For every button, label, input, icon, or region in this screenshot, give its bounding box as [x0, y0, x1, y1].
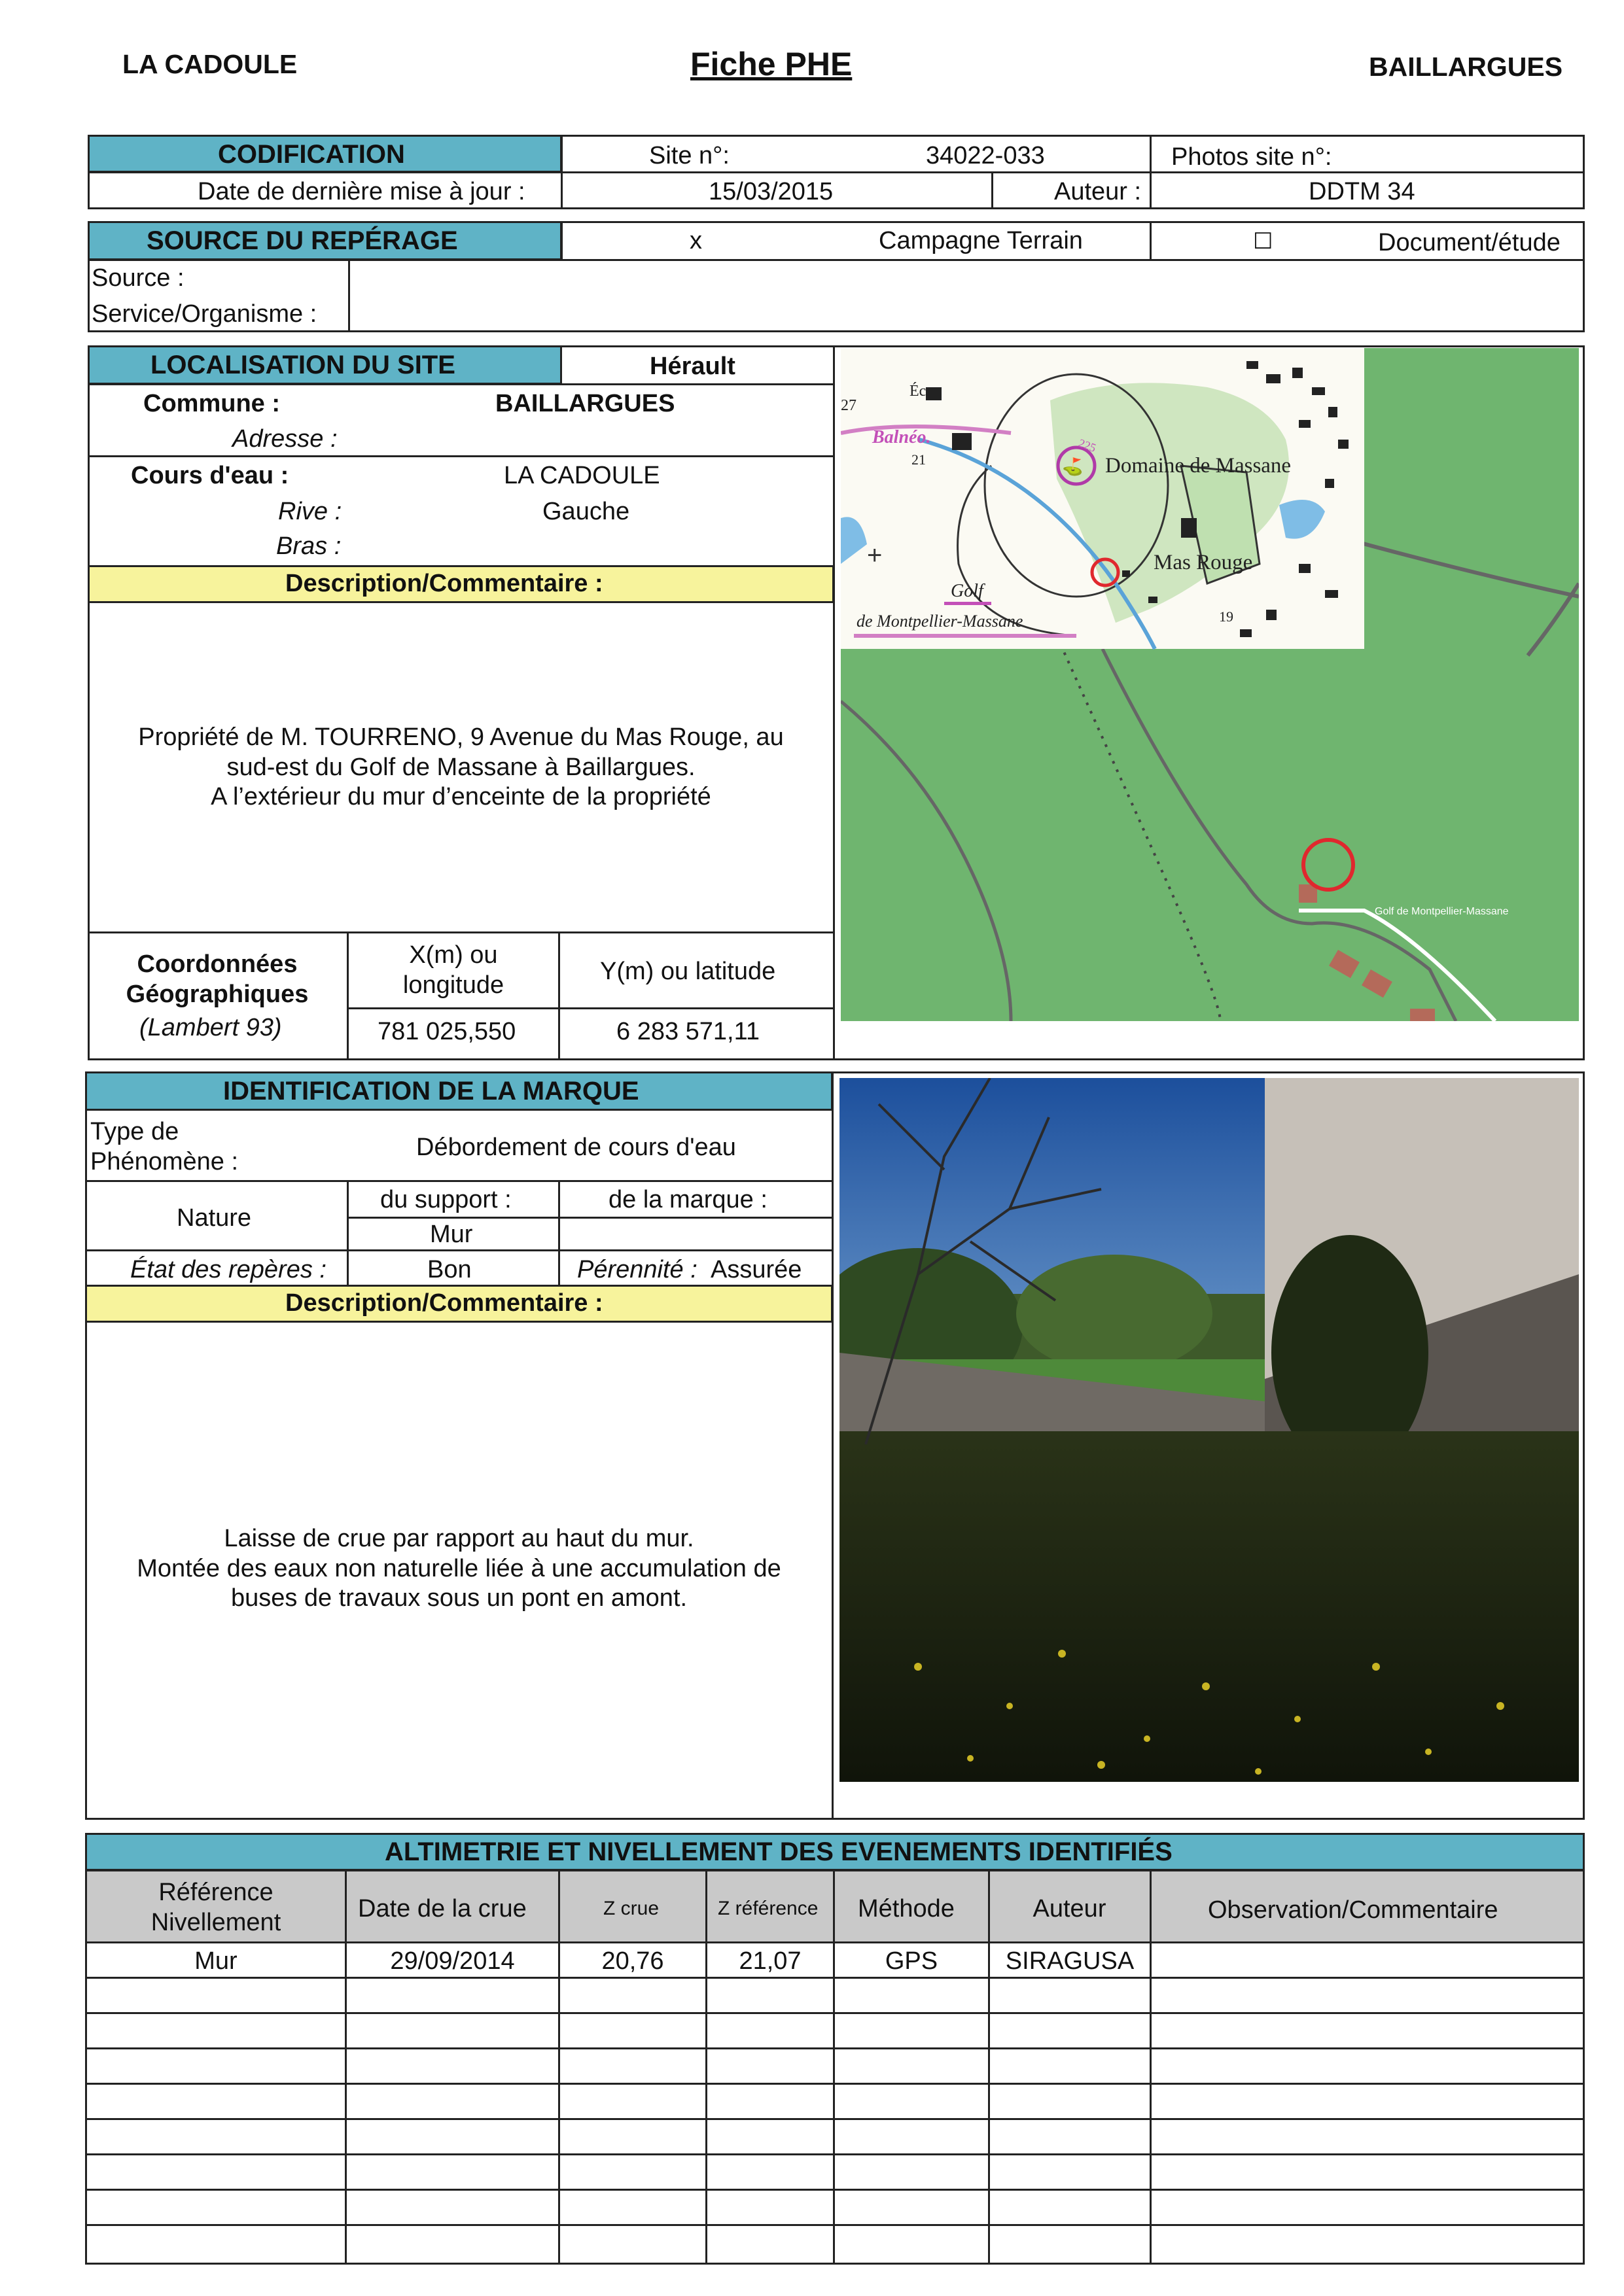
- localisation-title: LOCALISATION DU SITE: [150, 351, 455, 379]
- coordinates-label-line: Coordonnées: [137, 950, 298, 978]
- document-etude-label: Document/étude: [1378, 229, 1561, 256]
- identification-desc-line: buses de travaux sous un pont en amont.: [230, 1584, 688, 1612]
- x-coordinate-value: 781 025,550: [378, 1018, 516, 1045]
- etat-reperes-label: État des repères :: [130, 1256, 327, 1283]
- col-z-crue: Z crue: [603, 1898, 660, 1919]
- map-label-balneo: Balnéo.: [872, 427, 931, 447]
- map-label-golf: Golf: [951, 581, 983, 601]
- header-right: BAILLARGUES: [1369, 52, 1563, 82]
- photos-site-label: Photos site n°:: [1171, 143, 1332, 171]
- row-z-crue: 20,76: [601, 1947, 664, 1975]
- x-coordinate-header: [349, 941, 558, 1000]
- site-number-label: Site n°:: [649, 142, 730, 169]
- localisation-desc-line: sud-est du Golf de Massane à Baillargues.: [226, 753, 696, 781]
- last-update-value: 15/03/2015: [709, 178, 834, 205]
- map-label-21: 21: [911, 451, 926, 468]
- row-date: 29/09/2014: [390, 1947, 515, 1975]
- golf-underline: [944, 602, 991, 605]
- support-label: du support :: [380, 1186, 512, 1213]
- type-label-line: Type de: [90, 1118, 179, 1145]
- site-photo: [839, 1078, 1579, 1782]
- service-organisme-label: Service/Organisme :: [92, 300, 317, 328]
- localisation-desc-line: Propriété de M. TOURRENO, 9 Avenue du Mas Rouge, au: [138, 723, 784, 751]
- identification-description: [85, 1524, 833, 1614]
- author-label: Auteur :: [1054, 178, 1142, 205]
- document-checkbox: ☐: [1253, 229, 1273, 254]
- adresse-label: Adresse :: [232, 425, 338, 453]
- source-title: SOURCE DU REPÉRAGE: [147, 226, 458, 255]
- topo-inset: [841, 348, 1364, 649]
- terrain-checkmark: x: [690, 227, 702, 254]
- coordinates-label: [88, 950, 347, 1009]
- header-left: LA CADOULE: [122, 49, 298, 79]
- map-graphic: [841, 348, 1579, 1021]
- localisation-description: [88, 723, 834, 812]
- x-header-line: longitude: [402, 971, 504, 999]
- row-z-reference: 21,07: [739, 1947, 802, 1975]
- marque-label: de la marque :: [609, 1186, 768, 1213]
- small-golf-label: Golf de Montpellier-Massane: [1375, 906, 1509, 917]
- photo-graphic: [839, 1078, 1579, 1782]
- page-title: Fiche PHE: [690, 46, 853, 82]
- building-shape: [1410, 1009, 1435, 1021]
- nature-label: Nature: [177, 1204, 252, 1232]
- type-phenomene-label: [90, 1117, 238, 1177]
- last-update-label: Date de dernière mise à jour :: [198, 178, 525, 205]
- map-label-ec: Éc.: [909, 383, 930, 400]
- commune-label: Commune :: [143, 390, 280, 417]
- campagne-terrain-label: Campagne Terrain: [879, 227, 1083, 254]
- row-reference: Mur: [194, 1947, 238, 1975]
- perennite-label: Pérennité :: [577, 1256, 697, 1283]
- map-label-masrouge: Mas Rouge: [1154, 551, 1253, 574]
- type-phenomene-value: Débordement de cours d'eau: [416, 1134, 736, 1161]
- commune-value: BAILLARGUES: [495, 390, 675, 417]
- photo-ground: [839, 1431, 1579, 1782]
- site-number-value: 34022-033: [926, 142, 1045, 169]
- col-methode: Méthode: [858, 1895, 955, 1922]
- type-label-line: Phénomène :: [90, 1147, 239, 1175]
- localisation-desc-title: Description/Commentaire :: [285, 570, 603, 597]
- col-date-crue: Date de la crue: [358, 1895, 527, 1922]
- svg-text:⛳: ⛳: [1062, 457, 1084, 476]
- map-label-27: 27: [841, 397, 856, 414]
- codification-title: CODIFICATION: [218, 140, 405, 169]
- rive-label: Rive :: [278, 498, 342, 525]
- identification-desc-title: Description/Commentaire :: [285, 1289, 603, 1317]
- perennite-value: Assurée: [711, 1256, 802, 1283]
- crosshair-icon: +: [867, 541, 883, 570]
- localisation-desc-line: A l’extérieur du mur d’enceinte de la propriété: [211, 783, 711, 811]
- etat-reperes-value: Bon: [427, 1256, 472, 1283]
- col-ref-line: Nivellement: [150, 1908, 281, 1936]
- support-value: Mur: [430, 1221, 473, 1248]
- row-auteur: SIRAGUSA: [1005, 1947, 1135, 1975]
- identification-title: IDENTIFICATION DE LA MARQUE: [223, 1077, 639, 1105]
- map-label-19: 19: [1219, 608, 1233, 625]
- departement-value: Hérault: [650, 353, 735, 380]
- altimetrie-title: ALTIMETRIE ET NIVELLEMENT DES EVENEMENTS IDENTIFIÉS: [385, 1837, 1173, 1866]
- col-observation: Observation/Commentaire: [1208, 1896, 1498, 1924]
- location-map: [841, 348, 1579, 1021]
- coordinates-system: (Lambert 93): [139, 1014, 282, 1041]
- source-label: Source :: [92, 264, 185, 292]
- bras-label: Bras :: [276, 532, 342, 560]
- cours-eau-value: LA CADOULE: [504, 462, 660, 489]
- col-auteur: Auteur: [1033, 1895, 1106, 1922]
- rive-value: Gauche: [542, 498, 630, 525]
- map-label-domaine: Domaine de Massane: [1105, 454, 1292, 478]
- identification-desc-line: Montée des eaux non naturelle liée à une accumulation de: [137, 1554, 781, 1582]
- row-methode: GPS: [885, 1947, 938, 1975]
- coordinates-label-line: Géographiques: [126, 980, 309, 1008]
- col-ref-line: Référence: [158, 1879, 274, 1906]
- col-reference-nivellement: [87, 1878, 345, 1938]
- col-z-reference: Z référence: [718, 1898, 819, 1919]
- cours-eau-label: Cours d'eau :: [131, 462, 289, 489]
- x-header-line: X(m) ou: [409, 941, 498, 969]
- map-label-225: 225: [1076, 436, 1098, 455]
- y-coordinate-value: 6 283 571,11: [616, 1018, 760, 1045]
- map-label-montpellier: de Montpellier-Massane: [856, 612, 1023, 631]
- y-coordinate-header: Y(m) ou latitude: [600, 958, 776, 985]
- author-value: DDTM 34: [1309, 178, 1415, 205]
- identification-desc-line: Laisse de crue par rapport au haut du mur.: [224, 1525, 694, 1552]
